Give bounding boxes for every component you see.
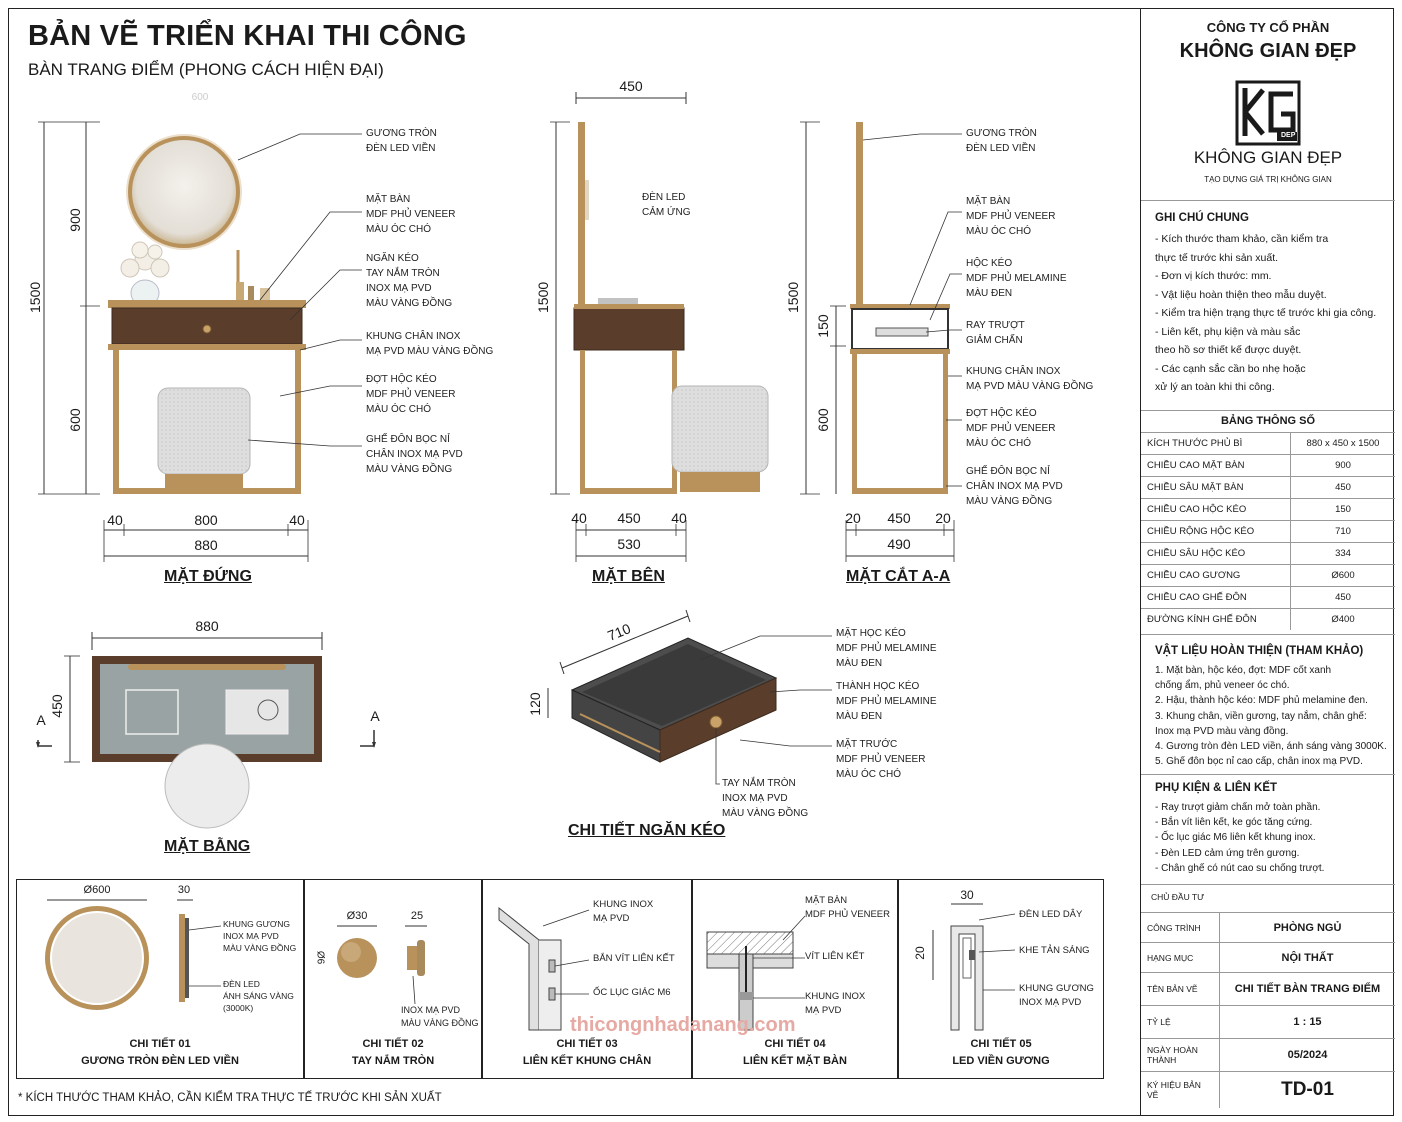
detail-01-box xyxy=(16,879,304,1079)
table-row: CHIỀU CAO HỘC KÉO 150 xyxy=(1141,499,1395,521)
drawer-label-bottom: MẶT HỌC KÉO MDF PHỦ MELAMINE MÀU ĐEN xyxy=(836,628,937,669)
section-view-title: MẶT CẮT A-A xyxy=(846,568,951,585)
materials-text: 1. Mặt bàn, hộc kéo, đợt: MDF cốt xanh chống ẩm, phủ veneer óc chó. 2. Hậu, thành hộc kéo: MDF phủ melamine đen. 3. Khung chân, viền gương, tay nắm, chân ghế: Inox mạ PVD màu vàng đồng. 4. Gương tròn đèn LED viền, ánh sáng vàng 3000K. 5. Ghế đôn bọc nỉ cao cấp, chân inox mạ PVD. xyxy=(1155,665,1387,768)
detail-05-box xyxy=(898,879,1104,1079)
section-label-shelf: ĐỢT HỘC KÉO MDF PHỦ VENEER MÀU ÓC CHÓ xyxy=(966,408,1056,449)
table-row: CHIỀU CAO MẶT BÀN 900 xyxy=(1141,455,1395,477)
detail-05-label-slot: KHE TẢN SÁNG xyxy=(1019,945,1090,956)
side-mid-dim: 450 xyxy=(617,510,641,526)
side-top-dim: 450 xyxy=(619,78,643,94)
detail-03-label-screw: BẮN VÍT LIÊN KẾT xyxy=(593,953,675,964)
project-info-table xyxy=(1141,912,1395,1108)
detail-01-label-led: ĐÈN LED ÁNH SÁNG VÀNG (3000K) xyxy=(223,979,294,1013)
detail-04-caption: CHI TIẾT 04 LIÊN KẾT MẶT BÀN xyxy=(743,1038,847,1067)
front-upper-height-dim: 900 xyxy=(67,208,83,232)
side-right-dim: 40 xyxy=(671,510,687,526)
front-label-mirror: GƯƠNG TRÒN ĐÈN LED VIỀN xyxy=(366,128,437,154)
plan-section-mark-left: A xyxy=(36,712,46,728)
front-label-stool: GHẾ ĐÔN BỌC NỈ CHÂN INOX MẠ PVD MÀU VÀNG ĐỒNG xyxy=(366,434,463,475)
front-top-faded-dim: 600 xyxy=(191,92,209,103)
front-view-drawing xyxy=(38,122,362,562)
table-row: NGÀY HOÀN THÀNH 05/2024 xyxy=(1141,1039,1395,1072)
detail-01-label-frame: KHUNG GƯƠNG INOX MẠ PVD MÀU VÀNG ĐỒNG xyxy=(223,919,297,953)
drawer-label-front: MẶT TRƯỚC MDF PHỦ VENEER MÀU ÓC CHÓ xyxy=(836,739,926,780)
front-mid-dim: 800 xyxy=(194,512,218,528)
detail-02-dim-depth: 25 xyxy=(410,910,424,922)
logo-small-text: DEP xyxy=(1281,132,1296,139)
plan-depth-dim: 450 xyxy=(49,694,65,718)
table-row: ĐƯỜNG KÍNH GHẾ ĐÔN Ø400 xyxy=(1141,609,1395,631)
side-view-title: MẶT BÊN xyxy=(592,568,665,585)
table-row: CHIỀU SÂU MẶT BÀN 450 xyxy=(1141,477,1395,499)
detail-03-label-frame: KHUNG INOX MẠ PVD xyxy=(593,899,654,924)
front-label-top: MẶT BÀN MDF PHỦ VENEER MÀU ÓC CHÓ xyxy=(366,194,456,235)
front-label-drawer: NGĂN KÉO TAY NẮM TRÒN INOX MẠ PVD MÀU VÀNG ĐỒNG xyxy=(366,253,453,309)
section-label-mirror: GƯƠNG TRÒN ĐÈN LED VIỀN xyxy=(966,128,1037,154)
front-label-shelf: ĐỢT HỘC KÉO MDF PHỦ VENEER MÀU ÓC CHÓ xyxy=(366,374,456,415)
detail-01-caption: CHI TIẾT 01 GƯƠNG TRÒN ĐÈN LED VIỀN xyxy=(81,1038,239,1067)
detail-04-box xyxy=(692,879,898,1079)
detail-02-label-material: INOX MẠ PVD MÀU VÀNG ĐỒNG xyxy=(401,1005,479,1028)
materials-title: VẬT LIỆU HOÀN THIỆN (THAM KHẢO) xyxy=(1155,645,1364,657)
table-row: CHIỀU CAO GHẾ ĐÔN 450 xyxy=(1141,587,1395,609)
section-label-frame: KHUNG CHÂN INOX MẠ PVD MÀU VÀNG ĐỒNG xyxy=(966,366,1094,392)
drawer-label-side: THÀNH HỌC KÉO MDF PHỦ MELAMINE MÀU ĐEN xyxy=(836,681,937,722)
side-total-height-dim: 1500 xyxy=(535,281,551,313)
company-slogan: TẠO DỰNG GIÁ TRỊ KHÔNG GIAN xyxy=(1204,175,1332,184)
section-left-dim: 20 xyxy=(845,510,861,526)
detail-05-label-frame: KHUNG GƯƠNG INOX MẠ PVD xyxy=(1019,983,1094,1008)
section-mid-dim: 450 xyxy=(887,510,911,526)
owner-label: CHỦ ĐẦU TƯ xyxy=(1151,892,1205,902)
table-row: TÊN BẢN VẼ CHI TIẾT BÀN TRANG ĐIỂM xyxy=(1141,973,1395,1006)
drawer-label-handle: TAY NẮM TRÒN INOX MẠ PVD MÀU VÀNG ĐỒNG xyxy=(722,778,809,819)
detail-05-dim-height: 20 xyxy=(913,946,927,960)
table-row: KÝ HIỆU BẢN VẼ TD-01 xyxy=(1141,1072,1395,1109)
side-left-dim: 40 xyxy=(571,510,587,526)
detail-05-caption: CHI TIẾT 05 LED VIỀN GƯƠNG xyxy=(952,1038,1050,1067)
section-total-height-dim: 1500 xyxy=(785,281,801,313)
table-row: CÔNG TRÌNH PHÒNG NGỦ xyxy=(1141,913,1395,943)
detail-04-label-top: MẶT BÀN MDF PHỦ VENEER xyxy=(805,895,890,920)
section-drawer-height-dim: 150 xyxy=(815,314,831,338)
front-width-dim: 880 xyxy=(194,537,218,553)
side-view-drawing xyxy=(550,92,768,562)
table-row: CHIỀU CAO GƯƠNG Ø600 xyxy=(1141,565,1395,587)
detail-02-dim-pin: Ø6 xyxy=(314,950,326,965)
general-notes-title: GHI CHÚ CHUNG xyxy=(1155,212,1249,224)
drawer-width-dim: 710 xyxy=(605,620,633,644)
accessories-text: - Ray trượt giảm chấn mở toàn phần. - Bắn vít liên kết, ke góc tăng cứng. - Ốc lục giác M6 liên kết khung inox. - Đèn LED cảm ứng trên gương. - Chân ghế có nút cao su chống trượt. xyxy=(1155,802,1325,874)
detail-04-label-screw: VÍT LIÊN KẾT xyxy=(805,951,865,962)
title-block-panel xyxy=(1140,8,1394,1116)
detail-01-dim-thickness: 30 xyxy=(177,884,191,896)
table-row: HẠNG MỤC NỘI THẤT xyxy=(1141,943,1395,973)
detail-05-label-led: ĐÈN LED DÂY xyxy=(1019,909,1083,920)
front-view-title: MẶT ĐỨNG xyxy=(164,568,252,585)
section-label-stool: GHẾ ĐÔN BỌC NỈ CHÂN INOX MẠ PVD MÀU VÀNG ĐỒNG xyxy=(966,466,1063,507)
accessories-title: PHỤ KIỆN & LIÊN KẾT xyxy=(1155,782,1278,794)
detail-03-caption: CHI TIẾT 03 LIÊN KẾT KHUNG CHÂN xyxy=(522,1038,652,1067)
section-view-drawing xyxy=(800,122,962,562)
section-label-rail: RAY TRƯỢT GIẢM CHẤN xyxy=(966,320,1025,346)
plan-width-dim: 880 xyxy=(195,618,219,634)
spec-table-title: BẢNG THÔNG SỐ xyxy=(1220,415,1316,427)
spec-table xyxy=(1141,432,1395,630)
section-width-dim: 490 xyxy=(887,536,911,552)
section-lower-height-dim: 600 xyxy=(815,408,831,432)
section-right-dim: 20 xyxy=(935,510,951,526)
drawing-subtitle: BÀN TRANG ĐIỂM (PHONG CÁCH HIỆN ĐẠI) xyxy=(28,60,384,79)
section-label-drawer: HỘC KÉO MDF PHỦ MELAMINE MÀU ĐEN xyxy=(966,258,1067,299)
drawing-title: BẢN VẼ TRIỂN KHAI THI CÔNG xyxy=(28,20,467,52)
table-row: KÍCH THƯỚC PHỦ BÌ 880 x 450 x 1500 xyxy=(1141,433,1395,455)
detail-02-caption: CHI TIẾT 02 TAY NẮM TRÒN xyxy=(351,1038,435,1067)
detail-01-dim-diameter: Ø600 xyxy=(83,884,111,896)
front-left-dim: 40 xyxy=(107,512,123,528)
drawer-height-dim: 120 xyxy=(527,692,543,716)
front-total-height-dim: 1500 xyxy=(27,281,43,313)
front-label-frame: KHUNG CHÂN INOX MẠ PVD MÀU VÀNG ĐỒNG xyxy=(366,331,494,357)
company-brand: KHÔNG GIAN ĐẸP xyxy=(1193,148,1343,167)
watermark-text: thicongnhadanang.com xyxy=(570,1014,796,1036)
side-label-led: ĐÈN LED CẢM ỨNG xyxy=(642,192,691,218)
drawer-detail-drawing xyxy=(548,610,832,784)
detail-05-dim-width: 30 xyxy=(960,888,974,902)
detail-03-box xyxy=(482,879,692,1079)
detail-04-label-frame: KHUNG INOX MẠ PVD xyxy=(805,991,866,1016)
company-line2: KHÔNG GIAN ĐẸP xyxy=(1179,40,1357,62)
table-row: TỶ LỆ 1 : 15 xyxy=(1141,1006,1395,1039)
plan-view-drawing xyxy=(36,632,376,828)
detail-03-label-bolt: ỐC LỤC GIÁC M6 xyxy=(593,987,671,998)
detail-02-box xyxy=(304,879,482,1079)
company-line1: CÔNG TY CỔ PHẦN xyxy=(1206,20,1330,35)
table-row: CHIỀU SÂU HỘC KÉO 334 xyxy=(1141,543,1395,565)
side-width-dim: 530 xyxy=(617,536,641,552)
table-row: CHIỀU RỘNG HỘC KÉO 710 xyxy=(1141,521,1395,543)
footnote: * KÍCH THƯỚC THAM KHẢO, CẦN KIỂM TRA THỰC TẾ TRƯỚC KHI SẢN XUẤT xyxy=(18,1092,442,1104)
section-label-top: MẶT BÀN MDF PHỦ VENEER MÀU ÓC CHÓ xyxy=(966,196,1056,237)
plan-view-title: MẶT BẰNG xyxy=(164,838,251,855)
front-right-dim: 40 xyxy=(289,512,305,528)
drawer-detail-title: CHI TIẾT NGĂN KÉO xyxy=(568,822,726,839)
plan-section-mark-right: A xyxy=(370,708,380,724)
front-lower-height-dim: 600 xyxy=(67,408,83,432)
detail-02-dim-diameter: Ø30 xyxy=(346,910,368,922)
general-notes-text: - Kích thước tham khảo, cần kiểm tra thực tế trước khi sản xuất. - Đơn vị kích thước: mm. - Vật liệu hoàn thiện theo mẫu duyệt. - Kiểm tra hiện trạng thực tế trước khi gia công. - Liên kết, phụ kiện và màu sắc theo hồ sơ thiết kế được duyệt. - Các cạnh sắc cần bo nhẹ hoặc xử lý an toàn khi thi công. xyxy=(1155,233,1377,393)
